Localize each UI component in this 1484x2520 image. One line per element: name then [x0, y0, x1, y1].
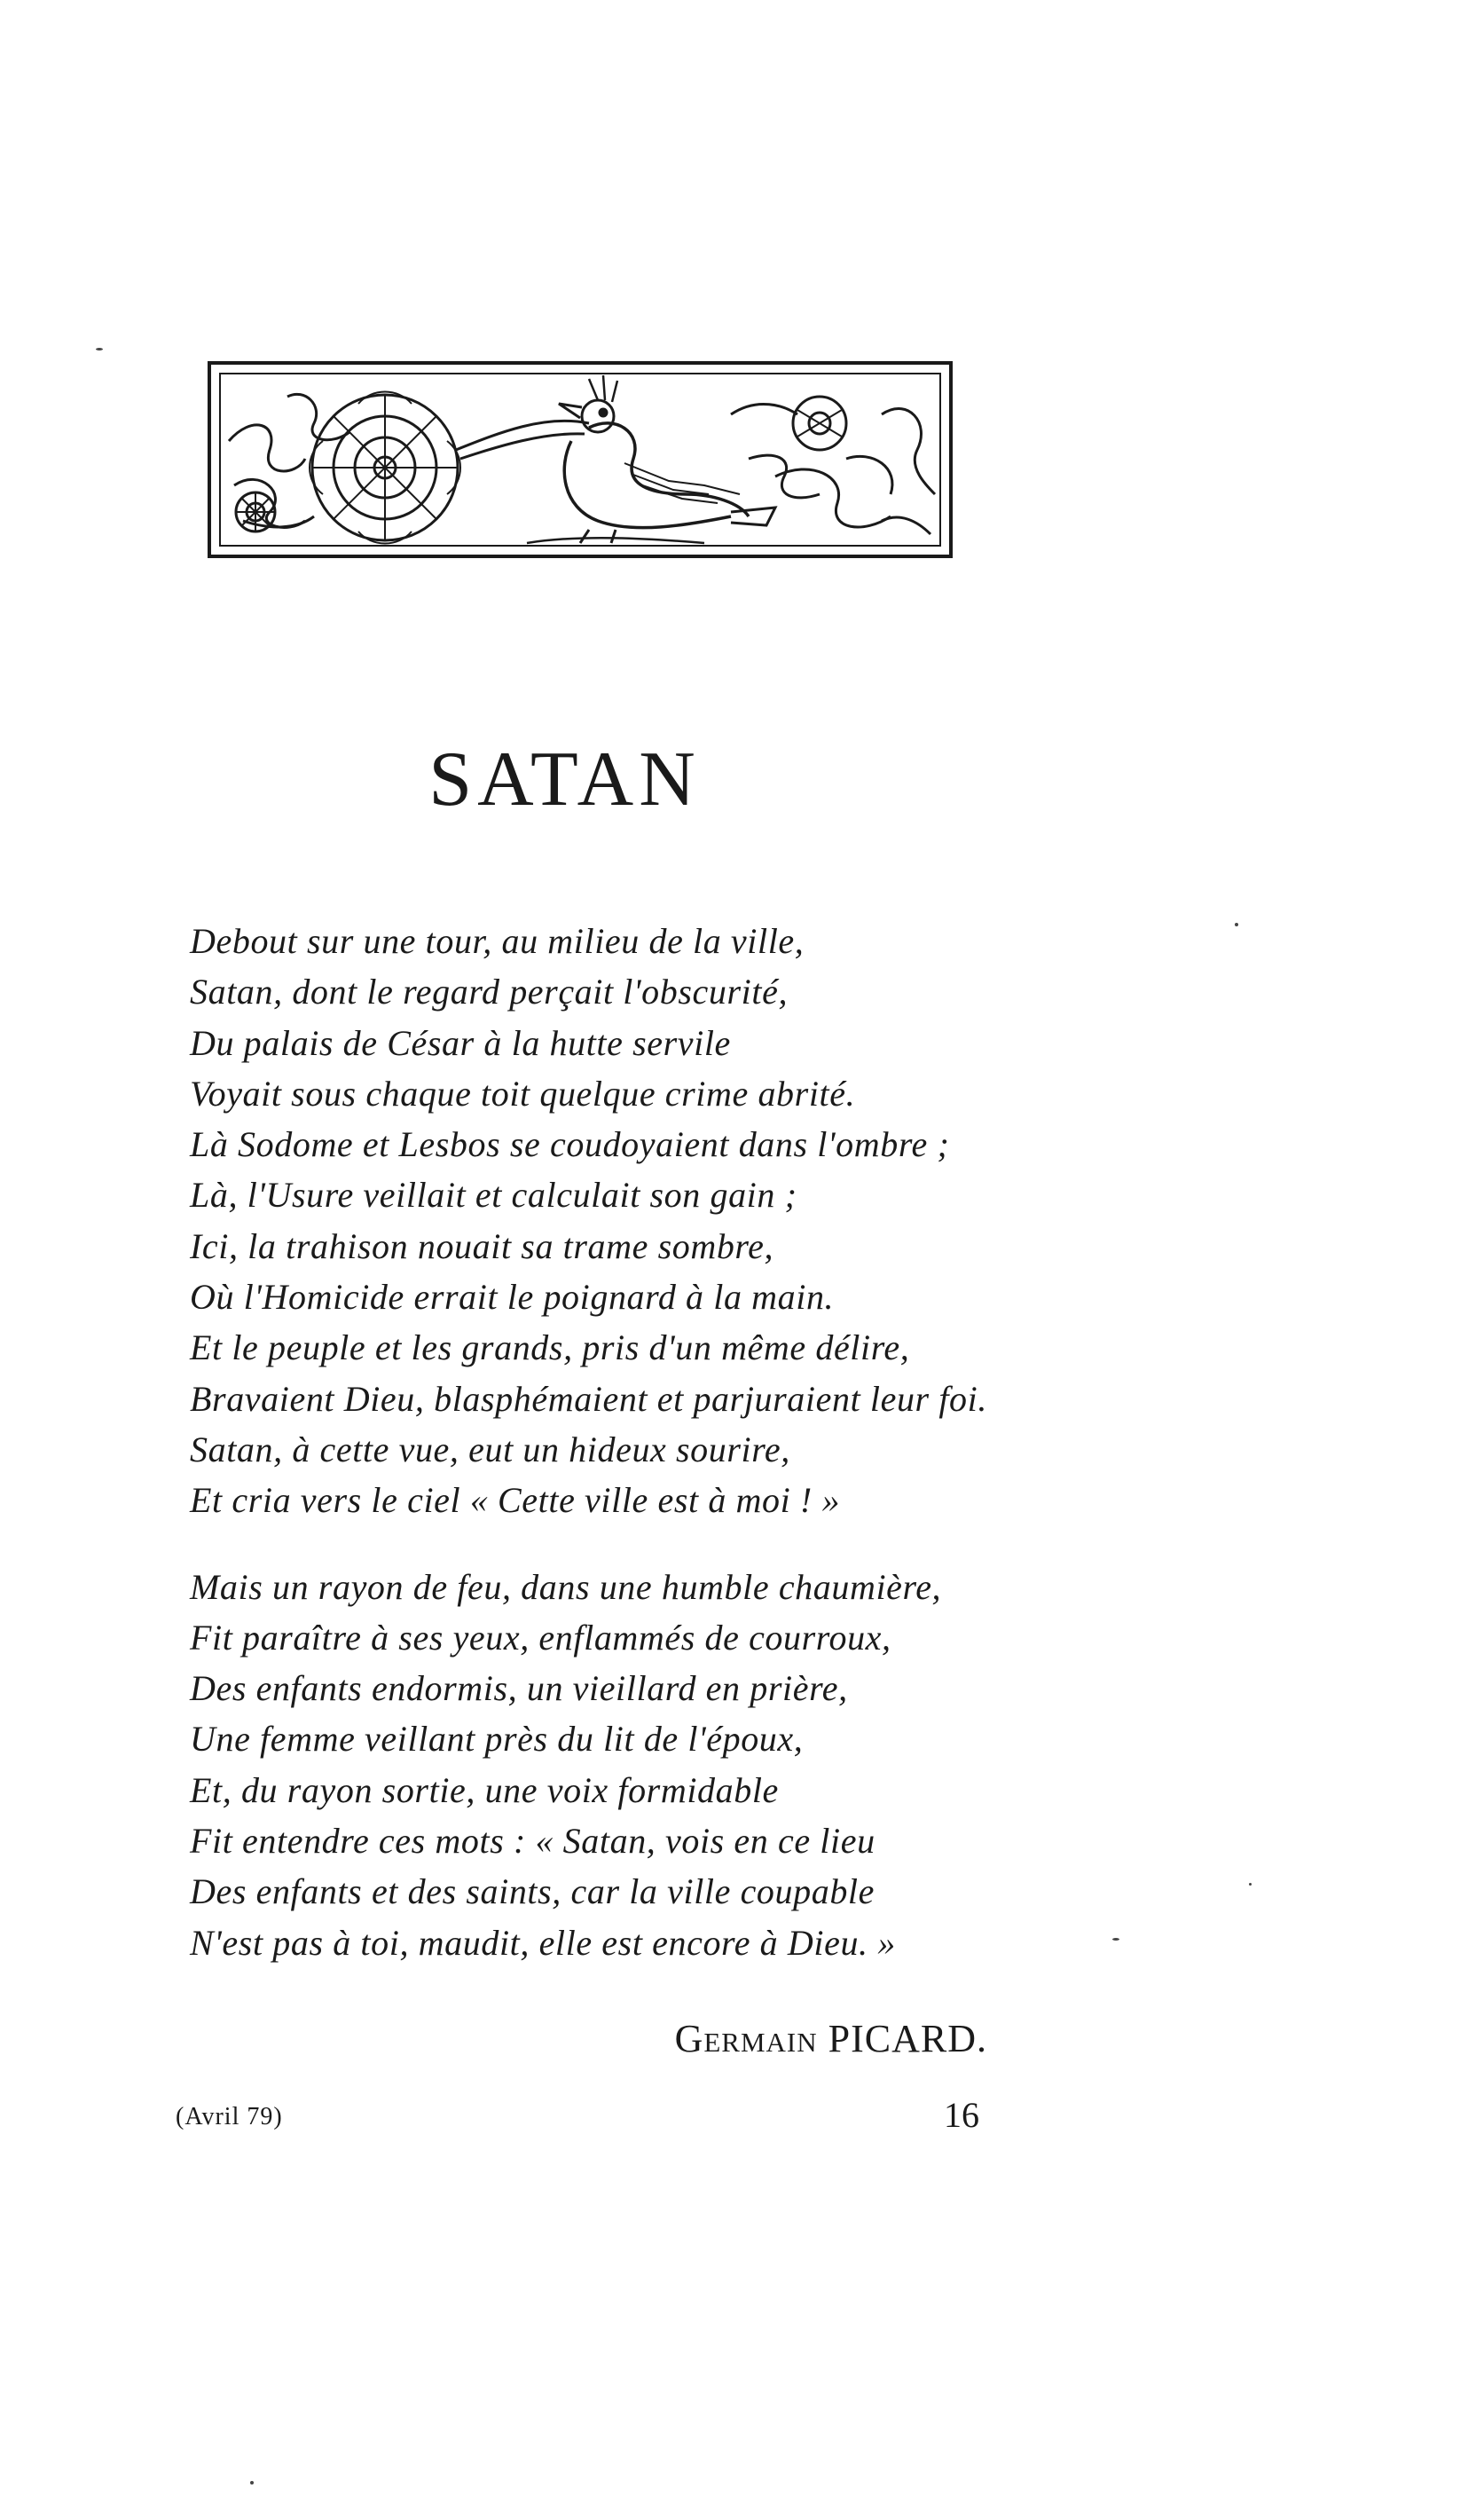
- author-signature: [675, 2016, 987, 2061]
- verse-line: Et cria vers le ciel « Cette ville est à moi ! »: [190, 1480, 841, 1521]
- verse-line: Mais un rayon de feu, dans une humble chaumière,: [190, 1566, 942, 1607]
- verse-line: Bravaient Dieu, blasphémaient et parjuraient leur foi.: [190, 1378, 987, 1419]
- verse-line: Satan, à cette vue, eut un hideux sourire,: [190, 1429, 790, 1469]
- scan-speck: [1249, 1883, 1252, 1886]
- footer-date: (Avril 79): [176, 2103, 283, 2130]
- author-last-name: PICARD.: [828, 2017, 987, 2060]
- verse-line: Du palais de César à la hutte servile: [190, 1022, 731, 1063]
- verse-line: Des enfants et des saints, car la ville coupable: [190, 1871, 875, 1912]
- verse-line: Où l'Homicide errait le poignard à la main.: [190, 1277, 835, 1318]
- verse-line: Voyait sous chaque toit quelque crime abrité.: [190, 1073, 856, 1114]
- verse-line: Là Sodome et Lesbos se coudoyaient dans l'ombre ;: [190, 1124, 950, 1165]
- verse-line: Et, du rayon sortie, une voix formidable: [190, 1769, 779, 1810]
- verse-line: Une femme veillant près du lit de l'époux,: [190, 1719, 804, 1760]
- verse-line: Des enfants endormis, un vieillard en prière,: [190, 1668, 848, 1709]
- stanza-1: [190, 916, 1077, 1526]
- scan-speck: [1235, 923, 1238, 926]
- verse-line: N'est pas à toi, maudit, elle est encore à Dieu. »: [190, 1922, 896, 1963]
- stanza-2: [190, 1562, 1077, 1968]
- bird-and-flower-headpiece-icon: [208, 361, 953, 558]
- poem-body: [190, 916, 1077, 1968]
- verse-line: Satan, dont le regard perçait l'obscurité,: [190, 972, 789, 1012]
- poem-title: SATAN: [428, 736, 701, 823]
- verse-line: Fit paraître à ses yeux, enflammés de courroux,: [190, 1617, 891, 1658]
- scan-speck: [96, 348, 103, 350]
- verse-line: Et le peuple et les grands, pris d'un même délire,: [190, 1327, 910, 1368]
- verse-line: Là, l'Usure veillait et calculait son gain ;: [190, 1175, 797, 1216]
- author-first-name: Germain: [674, 2017, 818, 2060]
- scan-speck: [250, 2481, 254, 2485]
- verse-line: Fit entendre ces mots : « Satan, vois en ce lieu: [190, 1821, 875, 1862]
- verse-line: Debout sur une tour, au milieu de la ville,: [190, 921, 805, 961]
- page-number: 16: [944, 2095, 979, 2135]
- scan-speck: [1112, 1938, 1119, 1941]
- verse-line: Ici, la trahison nouait sa trame sombre,: [190, 1225, 774, 1266]
